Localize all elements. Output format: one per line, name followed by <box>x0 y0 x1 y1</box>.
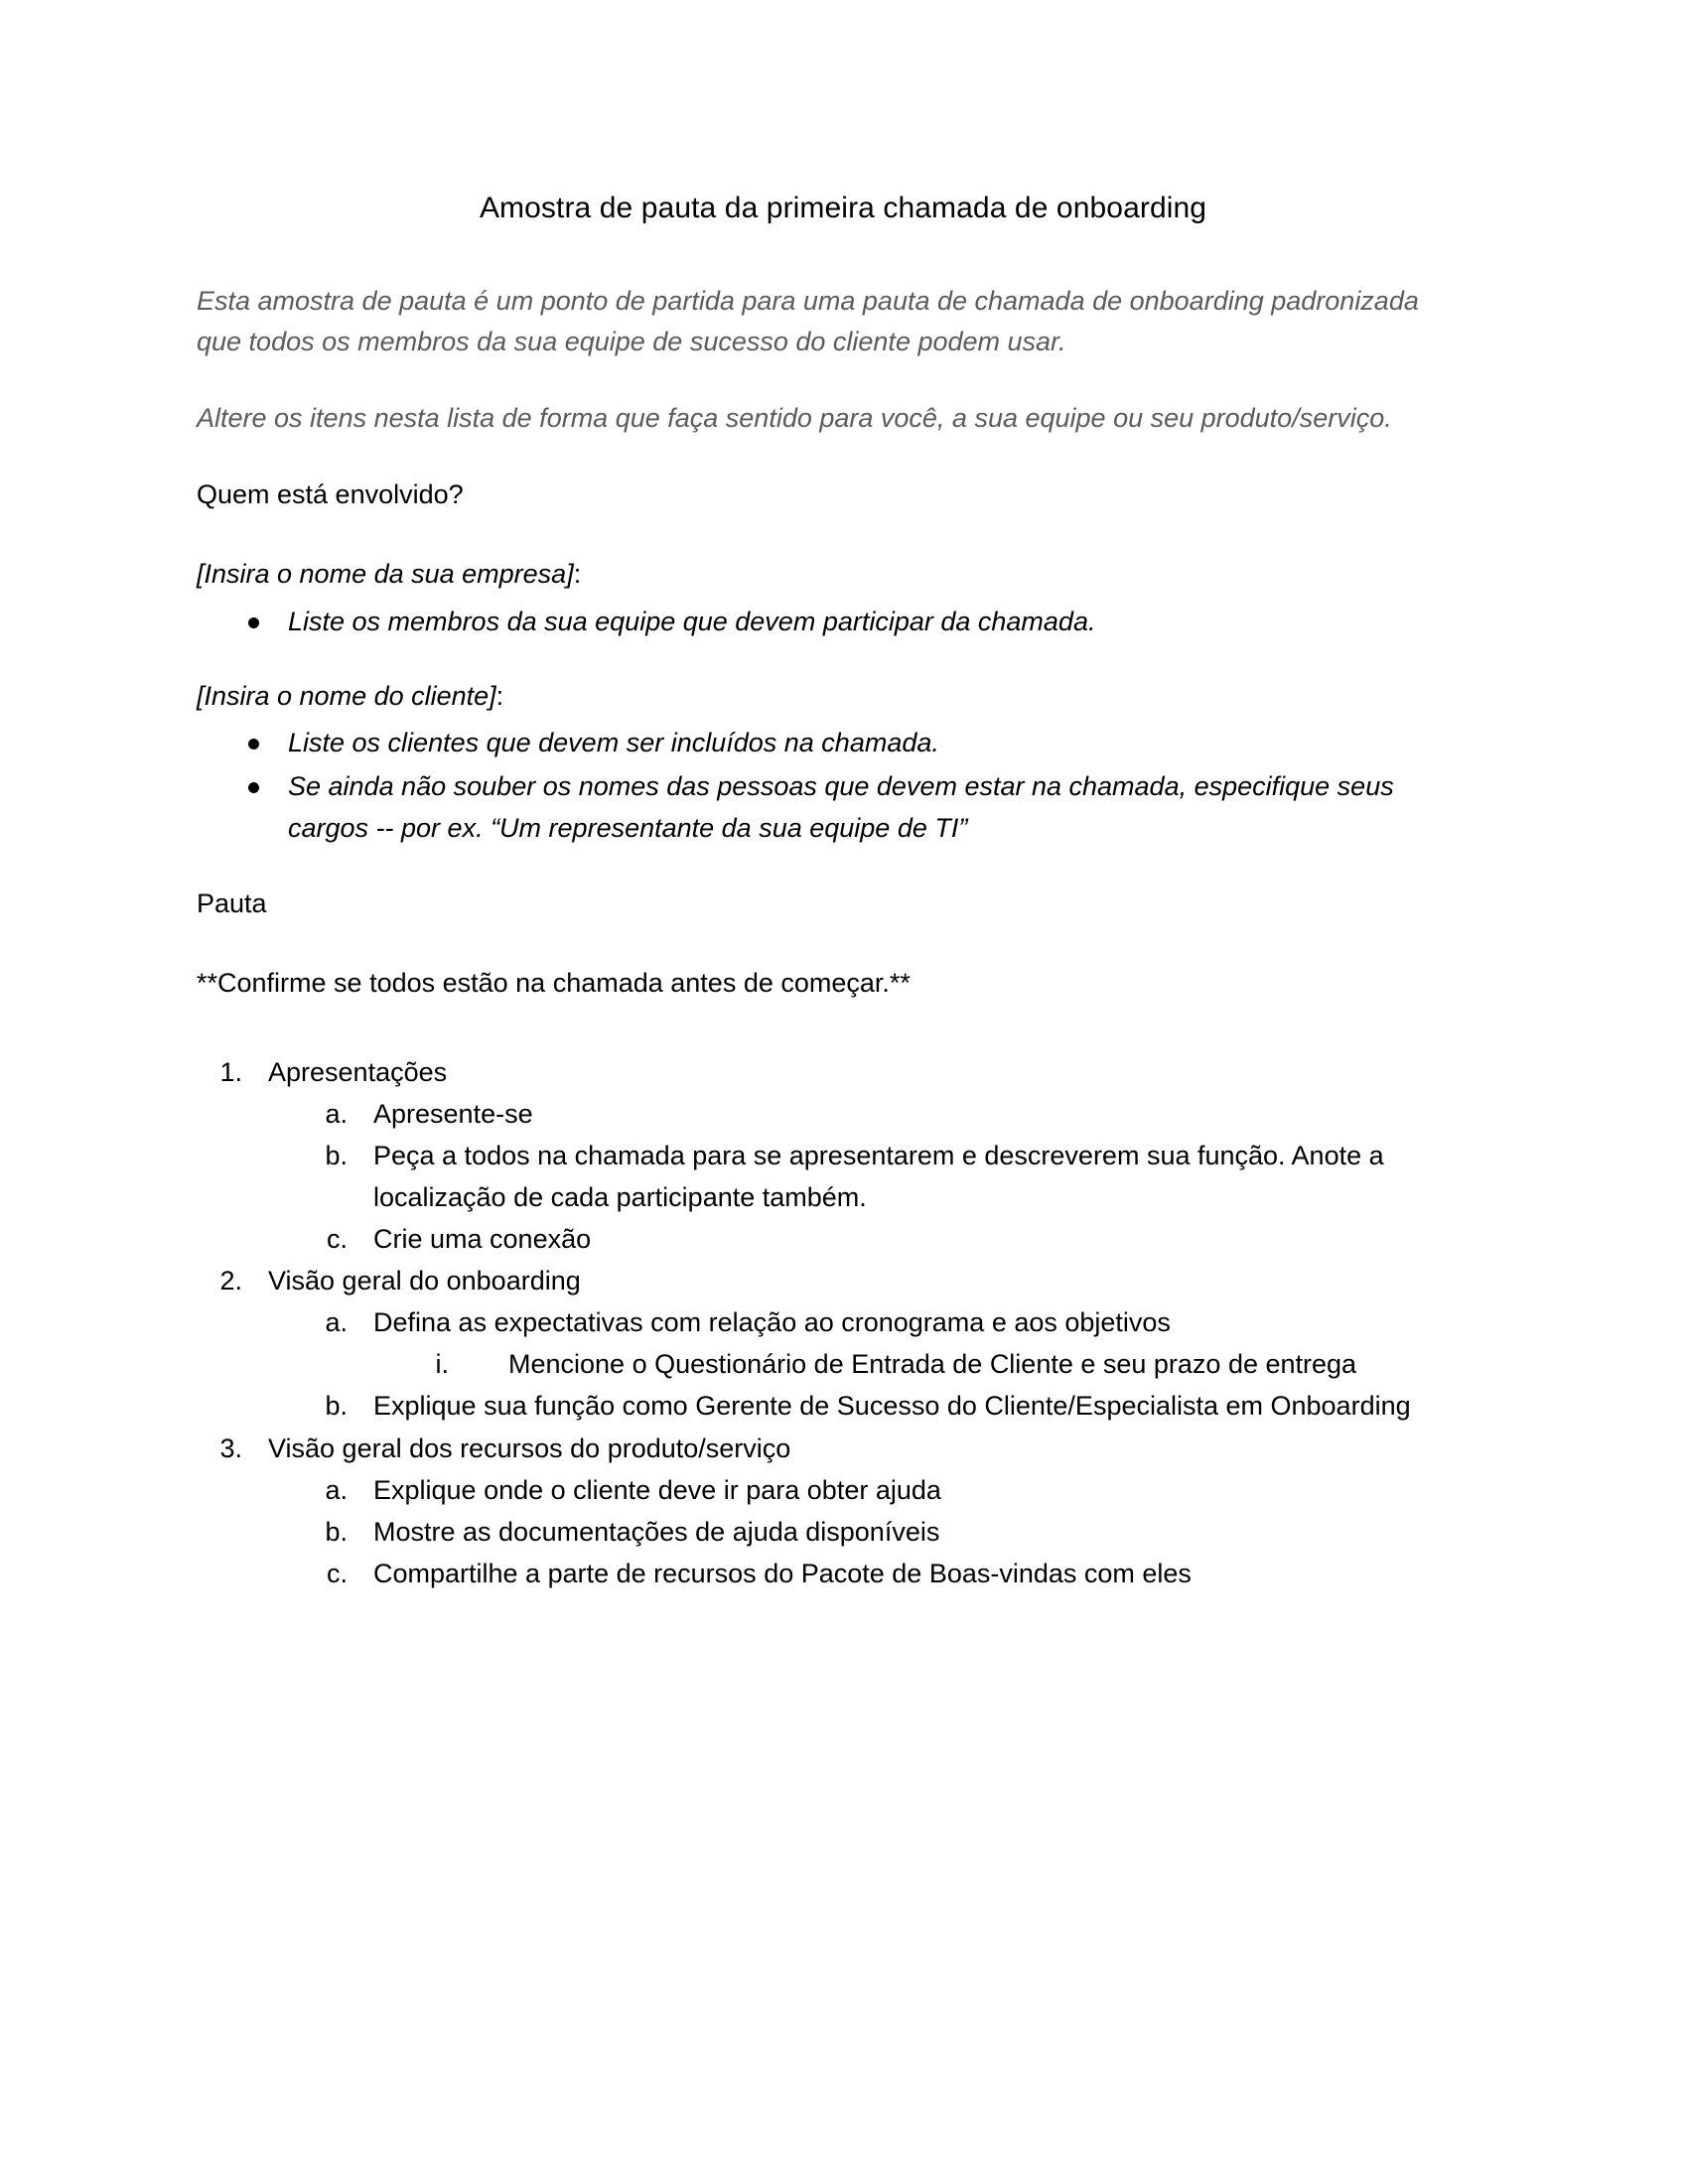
agenda-subitem <box>302 1301 1489 1385</box>
agenda-subitem <box>302 1469 1489 1511</box>
agenda-subitem-text: Mostre as documentações de ajuda disponíveis <box>373 1516 940 1547</box>
page-title: Amostra de pauta da primeira chamada de onboarding <box>479 192 1207 224</box>
list-marker: a. <box>325 1098 348 1129</box>
agenda-item-text: Visão geral do onboarding <box>268 1266 581 1297</box>
list-marker: 3. <box>219 1433 242 1463</box>
list-item: Liste os membros da sua equipe que devem participar da chamada. <box>197 601 1470 642</box>
list-marker: c. <box>326 1223 348 1254</box>
agenda-subitem-text: Explique sua função como Gerente de Sucesso do Cliente/Especialista em Onboarding <box>373 1391 1411 1422</box>
intro-paragraph-2: Altere os itens nesta lista de forma que faça sentido para você, a sua equipe ou seu produto/serviço. <box>197 402 1392 433</box>
agenda-subitem <box>302 1093 1489 1135</box>
list-marker: a. <box>325 1307 348 1338</box>
list-marker: b. <box>325 1391 348 1422</box>
client-bullet-list <box>197 722 1489 849</box>
agenda-subitem-text: Explique onde o cliente deve ir para obter ajuda <box>373 1474 941 1505</box>
client-name-placeholder-label <box>197 676 1489 717</box>
agenda-sublist <box>268 1469 1489 1594</box>
agenda-subitem-text: Apresente-se <box>373 1098 533 1129</box>
who-involved-heading: Quem está envolvido? <box>197 478 464 509</box>
agenda-list <box>197 1051 1489 1594</box>
company-name-placeholder-label <box>197 554 1489 595</box>
list-marker: a. <box>325 1474 348 1505</box>
agenda-subitem <box>302 1511 1489 1553</box>
list-marker: c. <box>326 1558 348 1588</box>
agenda-subitem <box>302 1218 1489 1260</box>
list-marker: b. <box>325 1516 348 1547</box>
agenda-subsubitem-text: Mencione o Questionário de Entrada de Cliente e seu prazo de entrega <box>508 1349 1357 1380</box>
list-marker: 2. <box>219 1266 242 1297</box>
agenda-subsublist <box>373 1343 1489 1385</box>
agenda-item <box>197 1428 1489 1594</box>
agenda-sublist <box>268 1093 1489 1260</box>
company-name-placeholder-text: [Insira o nome da sua empresa] <box>197 559 574 590</box>
agenda-subitem-text: Peça a todos na chamada para se apresentarem e descreverem sua função. Anote a localização de cada participante também. <box>373 1140 1384 1212</box>
list-item: Liste os clientes que devem ser incluídos na chamada. <box>197 722 1470 763</box>
company-name-placeholder-colon: : <box>573 559 582 590</box>
intro-paragraph-1: Esta amostra de pauta é um ponto de partida para uma pauta de chamada de onboarding padronizada que todos os membros da sua equipe de sucesso do cliente podem usar. <box>197 285 1419 356</box>
list-marker: i. <box>435 1349 449 1380</box>
agenda-subitem-text: Compartilhe a parte de recursos do Pacote de Boas-vindas com eles <box>373 1558 1192 1588</box>
agenda-subitem <box>302 1553 1489 1594</box>
agenda-subitem-text: Defina as expectativas com relação ao cronograma e aos objetivos <box>373 1307 1171 1338</box>
agenda-subsubitem <box>409 1343 1489 1385</box>
agenda-subitem <box>302 1385 1489 1427</box>
agenda-item-text: Visão geral dos recursos do produto/serviço <box>268 1433 791 1463</box>
agenda-item <box>197 1051 1489 1261</box>
agenda-sublist <box>268 1301 1489 1427</box>
agenda-confirm-note: **Confirme se todos estão na chamada antes de começar.** <box>197 968 911 999</box>
list-marker: 1. <box>219 1056 242 1087</box>
agenda-item <box>197 1260 1489 1427</box>
client-name-placeholder-text: [Insira o nome do cliente] <box>197 680 496 711</box>
agenda-subitem <box>302 1135 1489 1218</box>
client-name-placeholder-colon: : <box>495 680 504 711</box>
agenda-subitem-text: Crie uma conexão <box>373 1223 592 1254</box>
list-marker: b. <box>325 1140 348 1170</box>
agenda-heading: Pauta <box>197 887 267 918</box>
list-item: Se ainda não souber os nomes das pessoas que devem estar na chamada, especifique seus cargos -- por ex. “Um representante da sua equipe de TI” <box>197 765 1470 849</box>
agenda-item-text: Apresentações <box>268 1056 448 1087</box>
company-bullet-list <box>197 601 1489 642</box>
